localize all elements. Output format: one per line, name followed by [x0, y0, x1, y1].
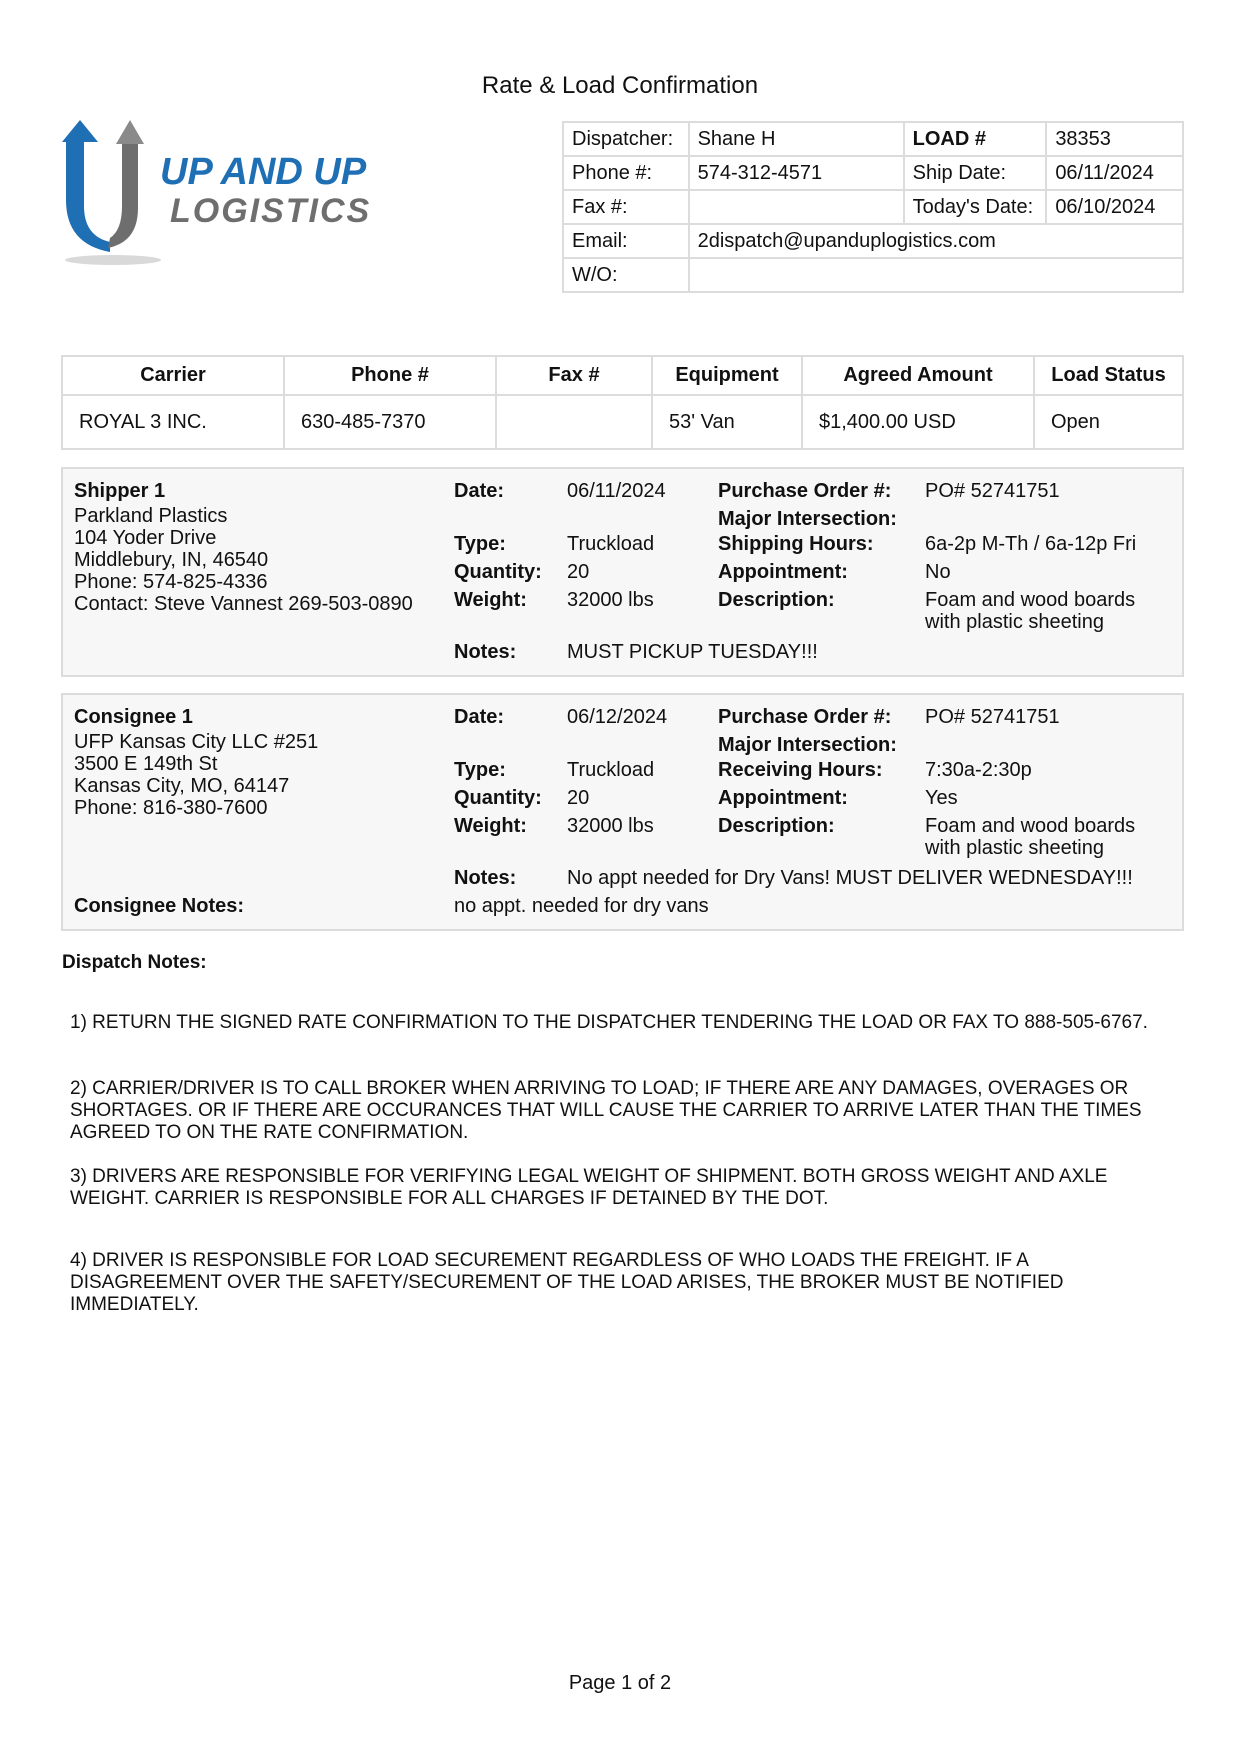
consignee-notes: No appt needed for Dry Vans! MUST DELIVER WEDNESDAY!!! — [567, 867, 1133, 889]
consignee-address1: 3500 E 149th St — [74, 753, 218, 775]
consignee-date-label: Date: — [454, 706, 505, 728]
shipper-weight-label: Weight: — [454, 589, 527, 611]
logo-graphic — [58, 118, 458, 270]
fax-label: Fax #: — [563, 190, 689, 224]
consignee-section — [61, 693, 1184, 931]
consignee-date: 06/12/2024 — [567, 706, 668, 728]
shipper-address1: 104 Yoder Drive — [74, 527, 217, 549]
shipper-notes-label: Notes: — [454, 641, 517, 663]
phone-label: Phone #: — [563, 156, 689, 190]
shipper-hours: 6a-2p M-Th / 6a-12p Fri — [925, 533, 1137, 555]
table-row — [62, 395, 1183, 449]
shipper-name: Parkland Plastics — [74, 505, 228, 527]
consignee-name: UFP Kansas City LLC #251 — [74, 731, 319, 753]
shipper-description-line2: with plastic sheeting — [925, 611, 1104, 633]
consignee-appointment-label: Appointment: — [718, 787, 848, 809]
wo-value — [689, 258, 1183, 292]
column-header: Load Status — [1034, 356, 1183, 395]
shipper-quantity: 20 — [567, 561, 590, 583]
email-value: 2dispatch@upanduplogistics.com — [689, 224, 1183, 258]
consignee-weight-label: Weight: — [454, 815, 527, 837]
consignee-address2: Kansas City, MO, 64147 — [74, 775, 290, 797]
consignee-hours-label: Receiving Hours: — [718, 759, 883, 781]
shipper-notes: MUST PICKUP TUESDAY!!! — [567, 641, 818, 663]
logo-line1: UP AND UP — [160, 151, 367, 193]
load-value: 38353 — [1046, 122, 1183, 156]
shipper-quantity-label: Quantity: — [454, 561, 542, 583]
consignee-type: Truckload — [567, 759, 655, 781]
carrier-phone: 630-485-7370 — [284, 395, 496, 449]
ship-date-label: Ship Date: — [904, 156, 1047, 190]
consignee-title: Consignee 1 — [74, 706, 193, 728]
header-info-table — [562, 121, 1184, 293]
shipper-description-line1: Foam and wood boards — [925, 589, 1136, 611]
shipper-section — [61, 467, 1184, 677]
carrier-agreed-amount: $1,400.00 USD — [802, 395, 1034, 449]
shipper-type: Truckload — [567, 533, 655, 555]
document-title: Rate & Load Confirmation — [481, 72, 759, 99]
shipper-po: PO# 52741751 — [925, 480, 1060, 502]
shipper-major-intersection-label: Major Intersection: — [718, 508, 897, 530]
dispatch-note-1: 1) RETURN THE SIGNED RATE CONFIRMATION TO THE DISPATCHER TENDERING THE LOAD OR FAX TO 888-505-6767. — [70, 1012, 1148, 1033]
dispatcher-value: Shane H — [689, 122, 904, 156]
shipper-date: 06/11/2024 — [567, 480, 666, 502]
dispatch-note-3: 3) DRIVERS ARE RESPONSIBLE FOR VERIFYING LEGAL WEIGHT OF SHIPMENT. BOTH GROSS WEIGHT AND AXLE WEIGHT. CARRIER IS RESPONSIBLE FOR ALL CHARGES IF DETAINED BY THE DOT. — [70, 1166, 1108, 1209]
column-header: Equipment — [652, 356, 802, 395]
column-header: Phone # — [284, 356, 496, 395]
consignee-appointment: Yes — [925, 787, 958, 809]
shipper-address2: Middlebury, IN, 46540 — [74, 549, 269, 571]
carrier-fax — [496, 395, 652, 449]
shipper-contact: Contact: Steve Vannest 269-503-0890 — [74, 593, 413, 615]
column-header: Fax # — [496, 356, 652, 395]
shipper-appointment: No — [925, 561, 951, 583]
todays-date-value: 06/10/2024 — [1046, 190, 1183, 224]
company-logo — [58, 118, 458, 270]
load-label: LOAD # — [904, 122, 1047, 156]
shipper-description-label: Description: — [718, 589, 835, 611]
carrier-name: ROYAL 3 INC. — [62, 395, 284, 449]
consignee-quantity: 20 — [567, 787, 590, 809]
consignee-type-label: Type: — [454, 759, 506, 781]
carrier-equipment: 53' Van — [652, 395, 802, 449]
dispatch-note-4: 4) DRIVER IS RESPONSIBLE FOR LOAD SECUREMENT REGARDLESS OF WHO LOADS THE FREIGHT. IF A DISAGREEMENT OVER THE SAFETY/SECUREMENT OF THE LOAD ARISES, THE BROKER MUST BE NOTIFIED IMMEDIATELY. — [70, 1250, 1064, 1315]
phone-value: 574-312-4571 — [689, 156, 904, 190]
consignee-description-line1: Foam and wood boards — [925, 815, 1136, 837]
consignee-po: PO# 52741751 — [925, 706, 1060, 728]
dispatch-note-2: 2) CARRIER/DRIVER IS TO CALL BROKER WHEN ARRIVING TO LOAD; IF THERE ARE ANY DAMAGES, OVERAGES OR SHORTAGES. OR IF THERE ARE OCCURANCES THAT WILL CAUSE THE CARRIER TO ARRIVE LATER THAN THE TIMES AGREED TO ON THE RATE CONFIRMATION. — [70, 1078, 1142, 1143]
dispatcher-label: Dispatcher: — [563, 122, 689, 156]
logo-line2: LOGISTICS — [170, 192, 372, 230]
column-header: Carrier — [62, 356, 284, 395]
consignee-notes-section-label: Consignee Notes: — [74, 895, 245, 917]
shipper-type-label: Type: — [454, 533, 506, 555]
consignee-description-label: Description: — [718, 815, 835, 837]
shipper-po-label: Purchase Order #: — [718, 480, 892, 502]
column-header: Agreed Amount — [802, 356, 1034, 395]
shipper-appointment-label: Appointment: — [718, 561, 848, 583]
carrier-table-header — [62, 356, 1183, 395]
carrier-load-status: Open — [1034, 395, 1183, 449]
shipper-hours-label: Shipping Hours: — [718, 533, 874, 555]
consignee-notes-section-value: no appt. needed for dry vans — [454, 895, 709, 917]
consignee-phone: Phone: 816-380-7600 — [74, 797, 268, 819]
consignee-quantity-label: Quantity: — [454, 787, 542, 809]
email-label: Email: — [563, 224, 689, 258]
consignee-hours: 7:30a-2:30p — [925, 759, 1032, 781]
shipper-weight: 32000 lbs — [567, 589, 654, 611]
shipper-phone: Phone: 574-825-4336 — [74, 571, 268, 593]
fax-value — [689, 190, 904, 224]
dispatch-notes-title: Dispatch Notes: — [62, 952, 207, 973]
shipper-title: Shipper 1 — [74, 480, 166, 502]
consignee-major-intersection-label: Major Intersection: — [718, 734, 897, 756]
carrier-table — [61, 355, 1184, 450]
consignee-po-label: Purchase Order #: — [718, 706, 892, 728]
todays-date-label: Today's Date: — [904, 190, 1047, 224]
wo-label: W/O: — [563, 258, 689, 292]
consignee-weight: 32000 lbs — [567, 815, 654, 837]
consignee-notes-label: Notes: — [454, 867, 517, 889]
shipper-date-label: Date: — [454, 480, 505, 502]
page-number: Page 1 of 2 — [568, 1672, 672, 1694]
ship-date-value: 06/11/2024 — [1046, 156, 1183, 190]
consignee-description-line2: with plastic sheeting — [925, 837, 1104, 859]
